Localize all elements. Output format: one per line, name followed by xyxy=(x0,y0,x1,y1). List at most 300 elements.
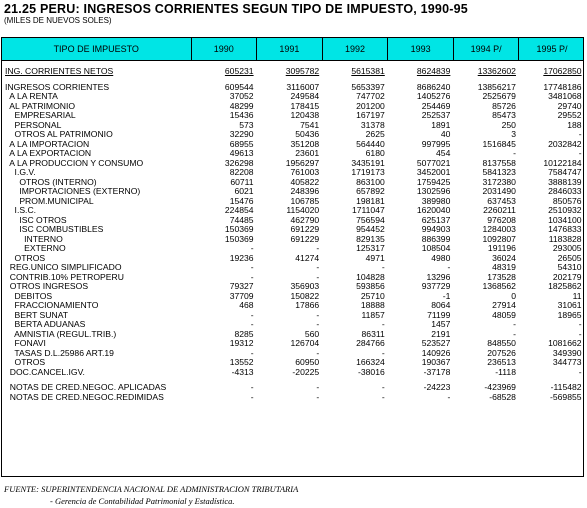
value-cell xyxy=(322,349,388,359)
value-cell xyxy=(453,149,519,159)
page-subtitle: (MILES DE NUEVOS SOLES) xyxy=(4,16,112,25)
row-label-text: INTERNO xyxy=(5,234,63,244)
value-text: 236513 xyxy=(487,358,516,367)
value-cell xyxy=(191,320,257,330)
table-row xyxy=(2,330,584,340)
value-text: 10122184 xyxy=(543,158,582,168)
row-label-text: OTROS INGRESOS xyxy=(5,282,89,291)
value-cell xyxy=(322,187,388,197)
table-row xyxy=(2,111,584,121)
value-text: 167197 xyxy=(356,111,385,120)
value-text: - xyxy=(316,244,320,253)
value-text: 848550 xyxy=(487,339,516,348)
value-cell xyxy=(453,368,519,378)
value-cell xyxy=(322,67,388,77)
row-label-text: REG.UNICO SIMPLIFICADO xyxy=(5,263,122,272)
value-text: 850576 xyxy=(552,196,582,206)
row-label-text: OTROS xyxy=(5,253,46,263)
column-header-year: 1992 xyxy=(322,38,388,61)
value-text: 691229 xyxy=(290,234,320,244)
value-text: 1092807 xyxy=(482,234,516,244)
value-text: 326298 xyxy=(224,158,254,168)
value-text: 252537 xyxy=(421,111,451,120)
value-cell xyxy=(453,83,519,93)
table-frame xyxy=(1,37,584,477)
value-text: 637453 xyxy=(487,196,516,206)
value-cell xyxy=(322,368,388,378)
value-text: 691229 xyxy=(290,225,320,234)
value-text: 3116007 xyxy=(286,82,320,92)
value-cell xyxy=(322,197,388,207)
row-label-text: A LA PRODUCCION Y CONSUMO xyxy=(5,158,144,168)
value-text: -37178 xyxy=(423,367,451,377)
value-cell xyxy=(191,383,257,393)
value-text: 863100 xyxy=(356,177,385,187)
source-department: - Gerencia de Contabilidad Patrimonial y Estadística. xyxy=(50,496,235,506)
value-cell xyxy=(322,254,388,264)
row-label xyxy=(2,383,191,393)
value-cell xyxy=(388,187,454,197)
value-cell xyxy=(519,254,584,264)
value-text: 41274 xyxy=(295,253,320,263)
value-text: 1620040 xyxy=(416,206,451,215)
table-row xyxy=(2,197,584,207)
value-text: -1118 xyxy=(495,367,516,377)
table-row xyxy=(2,206,584,216)
value-text: 249584 xyxy=(290,92,320,101)
value-cell xyxy=(519,339,584,349)
value-text: 976208 xyxy=(487,215,516,225)
row-label-text: PROM.MUNICIPAL xyxy=(5,196,94,206)
value-cell xyxy=(257,311,323,321)
value-text: 150369 xyxy=(224,234,254,244)
value-text: 994903 xyxy=(421,225,451,234)
value-cell xyxy=(257,330,323,340)
table-row xyxy=(2,311,584,321)
value-text: 1183828 xyxy=(548,234,582,244)
value-cell xyxy=(519,149,584,159)
column-header-year: 1991 xyxy=(257,38,323,61)
value-text: - xyxy=(250,263,254,272)
value-text: 349390 xyxy=(552,348,582,358)
row-label xyxy=(2,393,191,403)
value-text: 0 xyxy=(511,291,516,301)
row-label-text: OTROS AL PATRIMONIO xyxy=(5,130,113,139)
value-cell xyxy=(453,121,519,131)
value-text: 48299 xyxy=(229,101,254,111)
value-cell xyxy=(453,349,519,359)
value-cell xyxy=(453,111,519,121)
value-cell xyxy=(322,330,388,340)
value-text: 1516845 xyxy=(482,139,516,149)
column-header-year: 1990 xyxy=(191,38,257,61)
value-cell xyxy=(191,339,257,349)
value-cell xyxy=(322,111,388,121)
value-cell xyxy=(322,301,388,311)
value-cell xyxy=(257,273,323,283)
value-text: 60711 xyxy=(230,177,254,187)
value-text: 2625 xyxy=(365,130,385,139)
table-header xyxy=(2,38,584,61)
value-text: 2510932 xyxy=(548,206,582,215)
value-cell xyxy=(388,102,454,112)
value-text: 356903 xyxy=(290,282,320,291)
value-text: 17062850 xyxy=(543,67,582,76)
row-label-text: CONTRIB.10% PETROPERU xyxy=(5,272,124,282)
table-row xyxy=(2,83,584,93)
value-cell xyxy=(388,149,454,159)
value-cell xyxy=(519,311,584,321)
table-row xyxy=(2,149,584,159)
value-text: 1368562 xyxy=(482,282,516,291)
row-label xyxy=(2,168,191,178)
value-text: - xyxy=(316,272,320,282)
value-cell xyxy=(322,235,388,245)
value-text: -4313 xyxy=(231,367,254,377)
value-cell xyxy=(322,149,388,159)
value-cell xyxy=(388,130,454,140)
value-cell xyxy=(519,292,584,302)
row-label-text: EMPRESARIAL xyxy=(5,111,76,120)
value-cell xyxy=(519,301,584,311)
row-label-text: BERTA ADUANAS xyxy=(5,320,86,329)
value-cell xyxy=(453,330,519,340)
value-text: - xyxy=(381,263,385,272)
value-cell xyxy=(388,311,454,321)
row-label xyxy=(2,225,191,235)
value-cell xyxy=(453,393,519,403)
value-text: 468 xyxy=(239,301,254,310)
value-cell xyxy=(388,216,454,226)
value-text: 120438 xyxy=(290,111,320,120)
row-label xyxy=(2,244,191,254)
value-cell xyxy=(453,244,519,254)
value-text: 166324 xyxy=(356,358,385,367)
table-body xyxy=(2,61,584,403)
value-cell xyxy=(519,178,584,188)
value-cell xyxy=(388,368,454,378)
table-row xyxy=(2,140,584,150)
column-header-year: 1995 P/ xyxy=(519,38,584,61)
row-label-text: ISC OTROS xyxy=(5,215,67,225)
value-text: 60950 xyxy=(295,358,320,367)
value-text: 50436 xyxy=(295,130,320,139)
value-text: -20225 xyxy=(292,367,320,377)
value-cell xyxy=(519,197,584,207)
value-text: 747702 xyxy=(356,92,385,101)
value-text: - xyxy=(513,149,516,158)
value-text: 17866 xyxy=(295,301,320,310)
value-text: 13296 xyxy=(426,272,451,282)
row-label-text: DOC.CANCEL.IGV. xyxy=(5,367,85,377)
value-cell xyxy=(453,282,519,292)
value-text: - xyxy=(513,320,516,329)
value-cell xyxy=(388,254,454,264)
row-label xyxy=(2,292,191,302)
value-cell xyxy=(322,320,388,330)
value-cell xyxy=(388,330,454,340)
value-cell xyxy=(322,178,388,188)
value-cell xyxy=(257,292,323,302)
row-label xyxy=(2,254,191,264)
row-label xyxy=(2,349,191,359)
value-text: 1476833 xyxy=(548,225,582,234)
data-table xyxy=(2,38,584,402)
value-cell xyxy=(322,83,388,93)
value-text: 6021 xyxy=(234,187,254,196)
value-cell xyxy=(519,206,584,216)
value-cell xyxy=(322,358,388,368)
row-label xyxy=(2,263,191,273)
value-text: 8137558 xyxy=(482,158,516,168)
value-text: 29552 xyxy=(557,111,582,120)
value-text: 7584747 xyxy=(548,168,582,177)
value-text: 1154020 xyxy=(286,206,320,215)
value-text: 886399 xyxy=(421,234,451,244)
value-cell xyxy=(191,67,257,77)
value-cell xyxy=(453,102,519,112)
value-text: 564440 xyxy=(356,139,385,149)
value-text: 26505 xyxy=(557,253,582,263)
value-text: 15476 xyxy=(229,196,254,206)
value-cell xyxy=(388,263,454,273)
value-cell xyxy=(257,254,323,264)
row-label xyxy=(2,206,191,216)
value-text: - xyxy=(316,392,320,402)
table-row xyxy=(2,292,584,302)
value-text: - xyxy=(381,320,385,329)
table-row xyxy=(2,383,584,393)
value-text: -115482 xyxy=(550,383,582,392)
value-cell xyxy=(453,197,519,207)
table-row xyxy=(2,168,584,178)
value-cell xyxy=(519,83,584,93)
value-text: 3888139 xyxy=(548,177,582,187)
value-text: 1891 xyxy=(431,120,451,130)
value-text: 560 xyxy=(304,329,320,339)
value-cell xyxy=(453,273,519,283)
value-cell xyxy=(388,92,454,102)
value-text: 462790 xyxy=(290,215,320,225)
value-cell xyxy=(519,368,584,378)
row-label-text: AL PATRIMONIO xyxy=(5,101,76,111)
value-cell xyxy=(519,140,584,150)
value-cell xyxy=(257,244,323,254)
value-text: 344773 xyxy=(552,358,582,367)
value-cell xyxy=(453,216,519,226)
value-text: 389980 xyxy=(421,196,451,206)
value-text: 104828 xyxy=(356,272,385,282)
value-cell xyxy=(322,311,388,321)
table-row xyxy=(2,358,584,368)
table-row xyxy=(2,159,584,169)
row-label-text: NOTAS DE CRED.NEGOC. APLICADAS xyxy=(5,383,167,392)
value-cell xyxy=(519,330,584,340)
value-text: - xyxy=(316,383,320,392)
value-cell xyxy=(519,121,584,131)
value-cell xyxy=(388,225,454,235)
value-cell xyxy=(257,263,323,273)
value-text: 5077021 xyxy=(416,158,451,168)
value-cell xyxy=(388,168,454,178)
value-cell xyxy=(257,92,323,102)
value-cell xyxy=(257,349,323,359)
value-cell xyxy=(191,197,257,207)
row-label-text: A LA IMPORTACION xyxy=(5,139,90,149)
value-cell xyxy=(322,216,388,226)
table-row xyxy=(2,349,584,359)
value-cell xyxy=(322,282,388,292)
table-row xyxy=(2,225,584,235)
value-cell xyxy=(257,102,323,112)
value-cell xyxy=(257,67,323,77)
row-label-text: DEBITOS xyxy=(5,291,53,301)
value-cell xyxy=(322,92,388,102)
value-cell xyxy=(191,206,257,216)
value-cell xyxy=(322,225,388,235)
value-cell xyxy=(191,244,257,254)
value-text: 74485 xyxy=(229,215,254,225)
value-text: 2525679 xyxy=(482,92,516,101)
value-text: 829135 xyxy=(356,234,385,244)
value-text: 7541 xyxy=(300,120,320,130)
value-cell xyxy=(519,187,584,197)
table-row xyxy=(2,102,584,112)
value-text: 37052 xyxy=(229,92,254,101)
value-cell xyxy=(519,67,584,77)
value-text: 954452 xyxy=(356,225,385,234)
value-text: -24223 xyxy=(423,383,451,392)
value-text: 190367 xyxy=(421,358,451,367)
value-cell xyxy=(257,159,323,169)
row-label-text: ING. CORRIENTES NETOS xyxy=(5,67,114,76)
value-cell xyxy=(322,383,388,393)
row-label-text: PERSONAL xyxy=(5,120,62,130)
value-cell xyxy=(191,235,257,245)
row-label xyxy=(2,121,191,131)
value-text: - xyxy=(316,263,320,272)
value-cell xyxy=(257,235,323,245)
value-text: - xyxy=(578,329,582,339)
value-text: - xyxy=(250,310,254,320)
value-text: 1719173 xyxy=(351,168,385,177)
value-cell xyxy=(257,339,323,349)
value-cell xyxy=(453,67,519,77)
value-text: 31378 xyxy=(360,120,385,130)
value-text: 173528 xyxy=(487,272,516,282)
value-text: 4980 xyxy=(431,253,451,263)
row-label-text: A LA EXPORTACION xyxy=(5,149,92,158)
value-cell xyxy=(191,121,257,131)
row-label xyxy=(2,111,191,121)
value-cell xyxy=(191,83,257,93)
value-text: 11857 xyxy=(361,310,385,320)
header-row xyxy=(2,38,584,61)
value-text: 1825862 xyxy=(548,282,582,291)
table-row xyxy=(2,244,584,254)
value-text: 8686240 xyxy=(416,82,451,92)
value-text: 593856 xyxy=(356,282,385,291)
value-text: 756594 xyxy=(356,215,385,225)
value-text: 37709 xyxy=(229,291,254,301)
value-cell xyxy=(388,292,454,302)
value-text: - xyxy=(250,320,254,329)
value-cell xyxy=(322,244,388,254)
value-cell xyxy=(257,83,323,93)
value-cell xyxy=(453,339,519,349)
value-cell xyxy=(257,187,323,197)
value-cell xyxy=(257,383,323,393)
value-text: - xyxy=(447,263,451,272)
value-cell xyxy=(453,225,519,235)
value-cell xyxy=(322,121,388,131)
value-text: 27914 xyxy=(492,301,516,310)
column-header-year: 1993 xyxy=(388,38,454,61)
value-text: 15436 xyxy=(229,111,254,120)
value-cell xyxy=(191,225,257,235)
value-cell xyxy=(257,225,323,235)
row-label xyxy=(2,140,191,150)
value-text: 8285 xyxy=(234,329,254,339)
table-row xyxy=(2,121,584,131)
value-text: 178415 xyxy=(290,101,320,111)
value-text: 11 xyxy=(572,291,582,301)
value-text: - xyxy=(381,383,385,392)
value-text: 79327 xyxy=(229,282,254,291)
value-cell xyxy=(519,320,584,330)
value-cell xyxy=(191,292,257,302)
row-label xyxy=(2,358,191,368)
value-cell xyxy=(322,140,388,150)
table-row xyxy=(2,187,584,197)
value-text: 6180 xyxy=(365,149,385,158)
value-cell xyxy=(519,111,584,121)
value-text: 48319 xyxy=(492,263,516,272)
row-label-text: FRACCIONAMIENTO xyxy=(5,301,99,310)
row-label xyxy=(2,311,191,321)
value-text: 3095782 xyxy=(285,67,320,76)
column-header-year: 1994 P/ xyxy=(453,38,519,61)
value-cell xyxy=(322,393,388,403)
value-text: 19236 xyxy=(229,253,254,263)
value-cell xyxy=(257,178,323,188)
value-cell xyxy=(388,282,454,292)
value-text: 25710 xyxy=(360,291,385,301)
value-cell xyxy=(191,358,257,368)
value-text: 2032842 xyxy=(548,139,582,149)
value-text: - xyxy=(578,320,582,329)
table-row xyxy=(2,254,584,264)
value-cell xyxy=(519,216,584,226)
value-text: 106785 xyxy=(290,196,320,206)
table-row xyxy=(2,178,584,188)
table-row xyxy=(2,92,584,102)
value-text: -569855 xyxy=(550,392,582,402)
value-text: 254469 xyxy=(421,101,451,111)
value-text: 201200 xyxy=(356,101,385,111)
row-label-text: FONAVI xyxy=(5,339,46,348)
table-row xyxy=(2,263,584,273)
value-cell xyxy=(388,320,454,330)
value-text: -423969 xyxy=(484,383,516,392)
value-cell xyxy=(453,358,519,368)
value-text: - xyxy=(578,149,582,158)
value-cell xyxy=(322,273,388,283)
value-text: 3481068 xyxy=(548,92,582,101)
row-label-text: I.S.C. xyxy=(5,206,37,215)
row-label xyxy=(2,130,191,140)
row-label xyxy=(2,67,191,77)
